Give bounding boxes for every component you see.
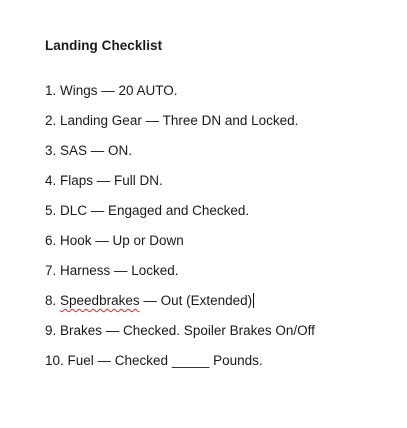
checklist-item-4: 4. Flaps — Full DN.: [45, 173, 163, 188]
checklist-item-8[interactable]: [45, 292, 315, 322]
checklist-item-3: 3. SAS — ON.: [45, 143, 133, 158]
checklist-item-1: 1. Wings — 20 AUTO.: [45, 83, 178, 98]
document-title: Landing Checklist: [45, 38, 163, 53]
checklist-item-2: 2. Landing Gear — Three DN and Locked.: [45, 113, 299, 128]
checklist-item-6: 6. Hook — Up or Down: [45, 233, 184, 248]
checklist-item-8-rest: — Out (Extended): [143, 293, 253, 308]
text-cursor: [253, 293, 254, 308]
checklist-item-8-number: 8.: [45, 293, 57, 308]
landing-checklist: [45, 82, 315, 382]
checklist-item-10: 10. Fuel — Checked _____ Pounds.: [45, 353, 263, 368]
checklist-item-9: 9. Brakes — Checked. Spoiler Brakes On/Off: [45, 323, 315, 338]
checklist-item-7: 7. Harness — Locked.: [45, 263, 179, 278]
misspelled-word[interactable]: Speedbrakes: [60, 293, 140, 308]
checklist-item-5: 5. DLC — Engaged and Checked.: [45, 203, 250, 218]
